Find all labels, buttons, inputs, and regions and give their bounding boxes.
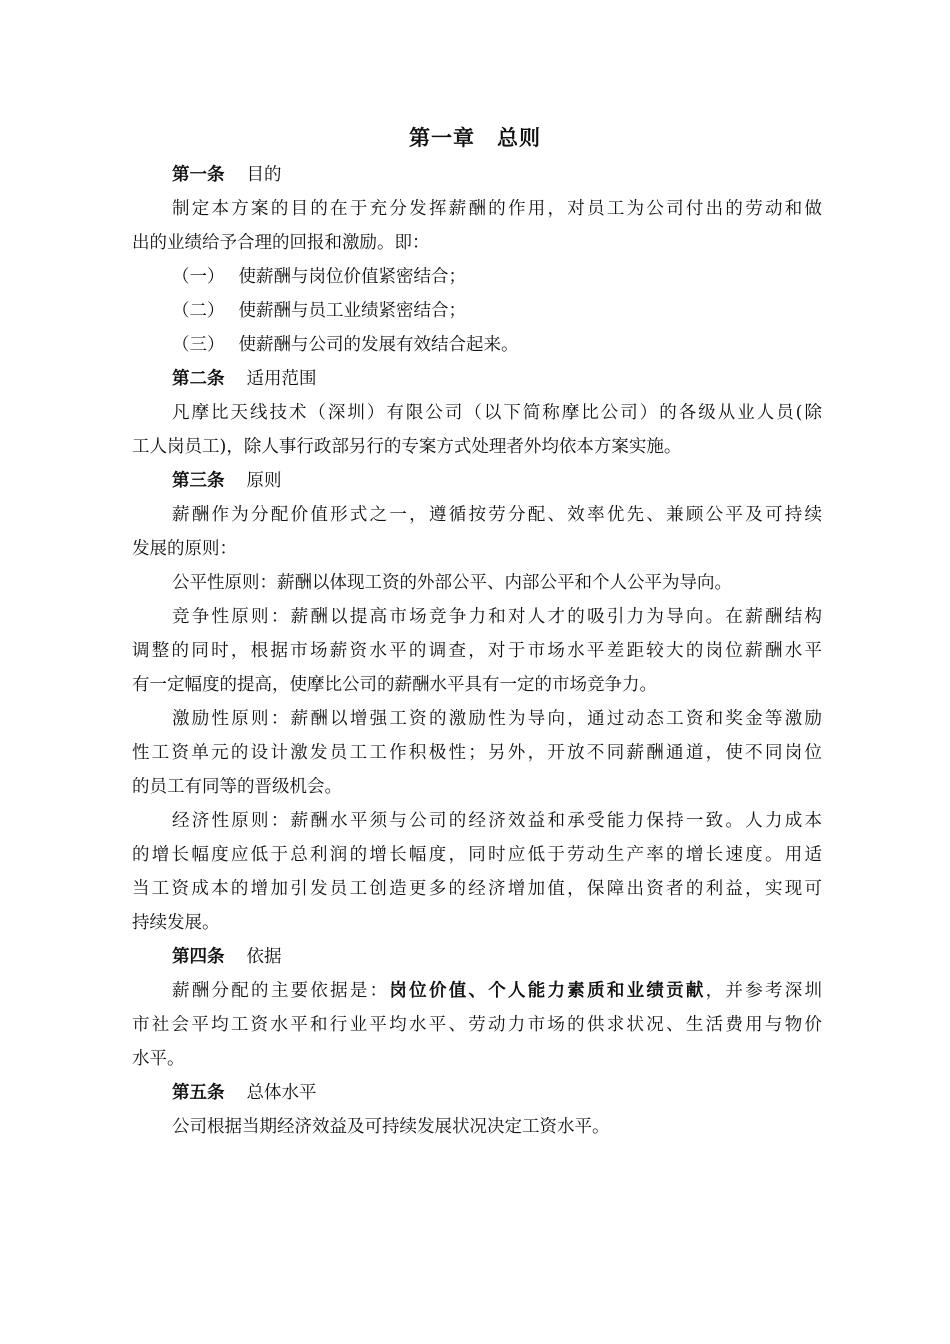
incentive-principle-line: 的员工有同等的晋级机会。 xyxy=(132,777,342,797)
chapter-number: 第一章 xyxy=(409,125,475,150)
economy-principle-line: 持续发展。 xyxy=(132,913,220,933)
article-5-paragraph-line: 公司根据当期经济效益及可持续发展状况决定工资水平。 xyxy=(172,1117,610,1137)
economy-principle-line: 的增长幅度应低于总利润的增长幅度，同时应低于劳动生产率的增长速度。用适 xyxy=(132,845,822,865)
item-text: 使薪酬与岗位价值紧密结合； xyxy=(238,267,466,287)
article-1-item-2 xyxy=(132,294,822,328)
item-mark: （三） xyxy=(172,335,225,355)
article-3-title: 原则 xyxy=(246,471,282,491)
article-3-intro-line: 薪酬作为分配价值形式之一，遵循按劳分配、效率优先、兼顾公平及可持续 xyxy=(172,505,822,525)
document-body xyxy=(132,158,822,1144)
economy-principle-line: 当工资成本的增加引发员工创造更多的经济增加值，保障出资者的利益，实现可 xyxy=(132,879,822,899)
article-3-intro-line: 发展的原则： xyxy=(132,539,237,559)
article-1-paragraph-line: 出的业绩给予合理的回报和激励。即： xyxy=(132,233,430,253)
competitiveness-principle-line: 调整的同时，根据市场薪资水平的调查，对于市场水平差距较大的岗位薪酬水平 xyxy=(132,641,822,661)
item-text: 使薪酬与公司的发展有效结合起来。 xyxy=(238,335,519,355)
item-text: 使薪酬与员工业绩紧密结合； xyxy=(238,301,466,321)
item-mark: （二） xyxy=(172,301,225,321)
basis-key-factors: 岗位价值、个人能力素质和业绩贡献 xyxy=(389,981,706,1001)
article-2-title: 适用范围 xyxy=(246,369,317,389)
article-1-paragraph-line: 制定本方案的目的在于充分发挥薪酬的作用，对员工为公司付出的劳动和做 xyxy=(172,199,822,219)
article-2-paragraph-line: 工人岗员工)，除人事行政部另行的专案方式处理者外均依本方案实施。 xyxy=(132,437,682,457)
chapter-title xyxy=(0,122,950,152)
basis-intro: 薪酬分配的主要依据是： xyxy=(172,981,390,1001)
article-4-number: 第四条 xyxy=(172,947,225,967)
article-2-paragraph-line: 凡摩比天线技术（深圳）有限公司（以下简称摩比公司）的各级从业人员(除 xyxy=(172,403,822,423)
article-1-item-3 xyxy=(132,328,822,362)
economy-principle-line: 经济性原则：薪酬水平须与公司的经济效益和承受能力保持一致。人力成本 xyxy=(172,811,822,831)
competitiveness-principle-line: 有一定幅度的提高，使摩比公司的薪酬水平具有一定的市场竞争力。 xyxy=(132,675,657,695)
article-3-number: 第三条 xyxy=(172,471,225,491)
article-4-paragraph-line: 水平。 xyxy=(132,1049,185,1069)
article-4-heading xyxy=(132,940,822,974)
article-1-number: 第一条 xyxy=(172,165,225,185)
article-1-item-1 xyxy=(132,260,822,294)
article-1-heading xyxy=(132,158,822,192)
article-4-paragraph-line xyxy=(132,974,822,1008)
article-1-title: 目的 xyxy=(246,165,282,185)
item-mark: （一） xyxy=(172,267,225,287)
article-4-paragraph-line: 市社会平均工资水平和行业平均水平、劳动力市场的供求状况、生活费用与物价 xyxy=(132,1015,822,1035)
article-2-number: 第二条 xyxy=(172,369,225,389)
article-5-title: 总体水平 xyxy=(246,1083,317,1103)
article-2-heading xyxy=(132,362,822,396)
basis-continuation: ，并参考深圳 xyxy=(705,981,822,1001)
chapter-name: 总则 xyxy=(497,125,541,150)
incentive-principle-line: 性工资单元的设计激发员工工作积极性；另外，开放不同薪酬通道，使不同岗位 xyxy=(132,743,822,763)
competitiveness-principle-line: 竞争性原则：薪酬以提高市场竞争力和对人才的吸引力为导向。在薪酬结构 xyxy=(172,607,822,627)
article-4-title: 依据 xyxy=(246,947,282,967)
incentive-principle-line: 激励性原则：薪酬以增强工资的激励性为导向，通过动态工资和奖金等激励 xyxy=(172,709,822,729)
fairness-principle: 公平性原则：薪酬以体现工资的外部公平、内部公平和个人公平为导向。 xyxy=(172,573,732,593)
article-3-heading xyxy=(132,464,822,498)
article-5-heading xyxy=(132,1076,822,1110)
article-5-number: 第五条 xyxy=(172,1083,225,1103)
